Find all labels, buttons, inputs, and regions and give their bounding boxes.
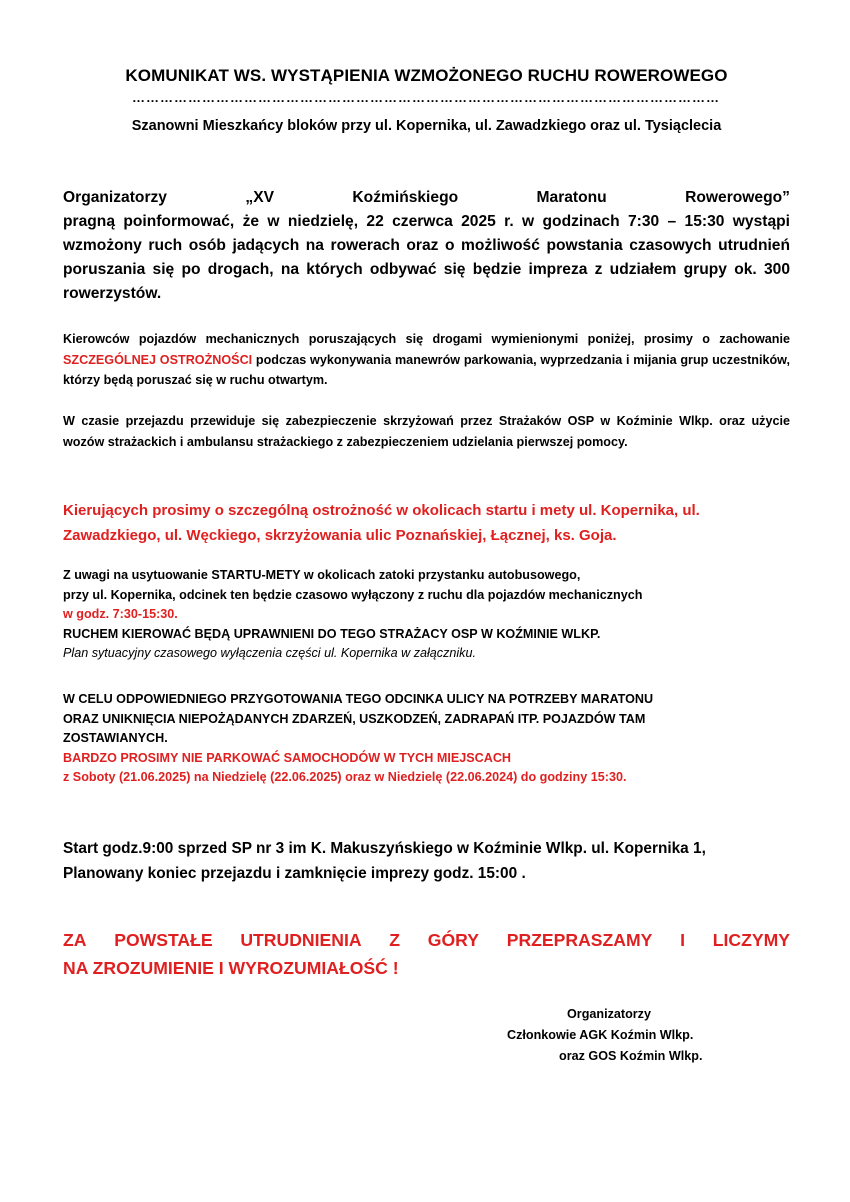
apology-word: POWSTAŁE: [114, 930, 213, 950]
drivers-paragraph: [63, 329, 790, 391]
start-meta-traffic-control: RUCHEM KIEROWAĆ BĘDĄ UPRAWNIENI DO TEGO STRAŻACY OSP W KOŹMINIE WLKP.: [63, 626, 601, 641]
intro-first-line: [63, 186, 790, 210]
apology-word: PRZEPRASZAMY: [506, 930, 653, 950]
schedule-end: Planowany koniec przejazdu i zamknięcie imprezy godz. 15:00 .: [63, 865, 526, 882]
apology-word: GÓRY: [427, 930, 479, 950]
signature-agk: Członkowie AGK Koźmin Wlkp.: [507, 1028, 694, 1042]
intro-word: Rowerowego”: [685, 189, 790, 206]
intro-word: Organizatorzy: [63, 189, 167, 206]
caution-paragraph: Kierujących prosimy o szczególną ostrożność w okolicach startu i mety ul. Kopernika, ul. Zawadzkiego, ul. Węckiego, skrzyżowania ulic Poznańskiej, Łącznej, ks. Goja.: [63, 502, 700, 544]
apology-word: Z: [389, 930, 401, 950]
apology-word: UTRUDNIENIA: [240, 930, 362, 950]
start-meta-attachment-note: Plan sytuacyjny czasowego wyłączenia części ul. Kopernika w załączniku.: [63, 646, 476, 660]
signature-organizers: Organizatorzy: [567, 1007, 651, 1021]
apology-word: LICZYMY: [712, 930, 790, 950]
apology-first-line: [63, 926, 790, 954]
intro-word: „XV: [245, 189, 274, 206]
intro-word: Maratonu: [536, 189, 607, 206]
parking-paragraph: [63, 690, 790, 788]
safety-paragraph: W czasie przejazdu przewiduje się zabezpieczenie skrzyżowań przez Strażaków OSP w Koźminie Wlkp. oraz użycie wozów strażackich i ambulansu strażackiego z zabezpieczeniem udzielania pierwszej pomocy.: [63, 414, 790, 449]
signature-block: [507, 1004, 747, 1067]
signature-gos: oraz GOS Koźmin Wlkp.: [559, 1049, 703, 1063]
parking-line: ZOSTAWIANYCH.: [63, 731, 168, 745]
apology-word: ZA: [63, 930, 87, 950]
start-meta-line: Z uwagi na usytuowanie STARTU-METY w okolicach zatoki przystanku autobusowego,: [63, 568, 581, 582]
start-meta-line: przy ul. Kopernika, odcinek ten będzie czasowo wyłączony z ruchu dla pojazdów mechanicznych: [63, 587, 643, 602]
start-meta-hours: w godz. 7:30-15:30.: [63, 607, 178, 621]
apology-paragraph: [63, 926, 790, 982]
schedule-start: Start godz.9:00 sprzed SP nr 3 im K. Makuszyńskiego w Koźminie Wlkp. ul. Kopernika 1,: [63, 840, 706, 857]
parking-line: ORAZ UNIKNIĘCIA NIEPOŻĄDANYCH ZDARZEŃ, USZKODZEŃ, ZADRAPAŃ ITP. POJAZDÓW TAM: [63, 711, 646, 726]
apology-second-line: NA ZROZUMIENIE I WYROZUMIAŁOŚĆ !: [63, 958, 399, 978]
addressee-line: Szanowni Mieszkańcy bloków przy ul. Kopernika, ul. Zawadzkiego oraz ul. Tysiąclecia: [131, 118, 722, 134]
document-title: KOMUNIKAT WS. WYSTĄPIENIA WZMOŻONEGO RUCHU ROWEROWEGO: [125, 66, 728, 85]
drivers-text-after: podczas wykonywania manewrów parkowania, wyprzedzania i mijania grup uczestników, którzy będą poruszać się w ruchu otwartym.: [63, 352, 791, 387]
parking-line: W CELU ODPOWIEDNIEGO PRZYGOTOWANIA TEGO ODCINKA ULICY NA POTRZEBY MARATONU: [63, 692, 654, 706]
parking-dates: z Soboty (21.06.2025) na Niedzielę (22.06.2025) oraz w Niedzielę (22.06.2024) do godziny 15:30.: [63, 770, 627, 784]
drivers-text-before: Kierowców pojazdów mechanicznych poruszających się drogami wymienionymi poniżej, prosimy o zachowanie: [63, 332, 790, 346]
start-meta-paragraph: [63, 566, 790, 664]
parking-request: BARDZO PROSIMY NIE PARKOWAĆ SAMOCHODÓW W TYCH MIEJSCACH: [63, 750, 512, 765]
apology-word: I: [680, 930, 686, 950]
intro-rest: pragną poinformować, że w niedzielę, 22 czerwca 2025 r. w godzinach 7:30 – 15:30 wystąpi wzmożony ruch osób jadących na rowerach oraz o możliwość powstania czasowych utrudnień poruszania się po drogach, na których odbywać się będzie impreza z udziałem grupy ok. 300 rowerzystów.: [63, 213, 790, 302]
intro-paragraph: [63, 186, 790, 306]
dotted-separator: ………………………………………………………………………………………………………………: [132, 90, 720, 105]
intro-word: Koźmińskiego: [352, 189, 459, 206]
schedule-paragraph: [63, 836, 790, 886]
drivers-highlight: SZCZEGÓLNEJ OSTROŻNOŚCI: [63, 352, 253, 367]
